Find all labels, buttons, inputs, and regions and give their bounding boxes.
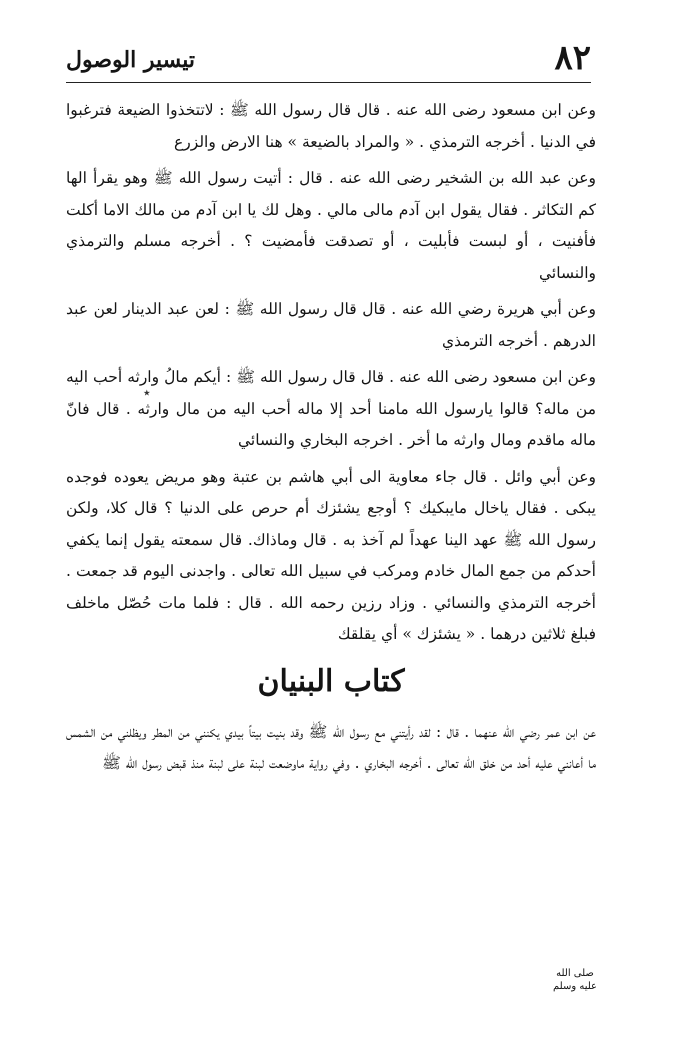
body-text	[66, 95, 596, 780]
hadith-paragraph: وعن أبي وائل . قال جاء معاوية الى أبي هاشم بن عتبة وهو مريض يعوده فوجده يبكى . فقال ياخال مايبكيك ؟ أوجع يشئزك أم حرص على الدنيا ؟ قال كلا، ولكن رسول الله ﷺ عهد الينا عهداً لم آخذ به . قال وماذاك. قال سمعته يقول إنما يكفي أحدكم من جمع المال خادم ومركب في سبيل الله تعالى . واجدنى اليوم قد جمعت . أخرجه الترمذي والنسائي . وزاد رزين رحمه الله . قال : فلما مات حُصّل ماخلف فبلغ ثلاثين درهما . « يشئزك » أي يقلقك	[66, 467, 596, 643]
running-title: تيسير الوصول	[66, 47, 196, 73]
hadith-paragraph: وعن ابن مسعود رضى الله عنه . قال قال رسول الله ﷺ : أيكم مالُ وارثه أحب اليه من ماله؟ قالوا يارسول الله مامنا أحد إلا ماله أحب اليه من مال وارثه . قال فانّ ماله ماقدم ومال وارثه ما أخر . اخرجه البخاري والنسائي	[66, 368, 596, 449]
hadith-paragraph: عن ابن عمر رضي الله عنهما . قال : لقد رأيتني مع رسول الله ﷺ وقد بنيت بيتاً بيدي يكنني من المطر ويظلني من الشمس ما أعانني عليه أحد من خلق الله تعالى . أخرجه البخاري . وفي رواية ماوضعت لبنة على لبنة منذ قبض رسول الله ﷺ	[66, 722, 596, 772]
salutation-stamp-bottom: عليه وسلم	[552, 981, 597, 992]
chapter-title: كتاب البنيان	[257, 663, 405, 699]
salutation-stamp-top: صلى الله	[556, 968, 594, 979]
hadith-paragraph: وعن عبد الله بن الشخير رضى الله عنه . قال : أتيت رسول الله ﷺ وهو يقرأ الها كم التكاثر . فقال يقول ابن آدم مالى مالي . وهل لك يا ابن آدم من مالك الاما أكلت فأفنيت ، أو لبست فأبليت ، أو تصدقت فأمضيت ؟ . أخرجه مسلم والترمذي والنسائي	[66, 169, 596, 282]
ornament-mark: ٭	[143, 385, 151, 401]
salutation-stamp	[552, 967, 598, 997]
page-number: ٨٢	[554, 38, 591, 78]
page-header	[66, 38, 591, 82]
header-rule	[66, 82, 591, 83]
hadith-paragraph: وعن أبي هريرة رضي الله عنه . قال قال رسول الله ﷺ : لعن عبد الدينار لعن عبد الدرهم . أخرجه الترمذي	[66, 300, 596, 350]
hadith-paragraph: وعن ابن مسعود رضى الله عنه . قال قال رسول الله ﷺ : لاتتخذوا الضيعة فترغبوا في الدنيا . أخرجه الترمذي . « والمراد بالضيعة » هنا الارض والزرع	[66, 101, 596, 151]
